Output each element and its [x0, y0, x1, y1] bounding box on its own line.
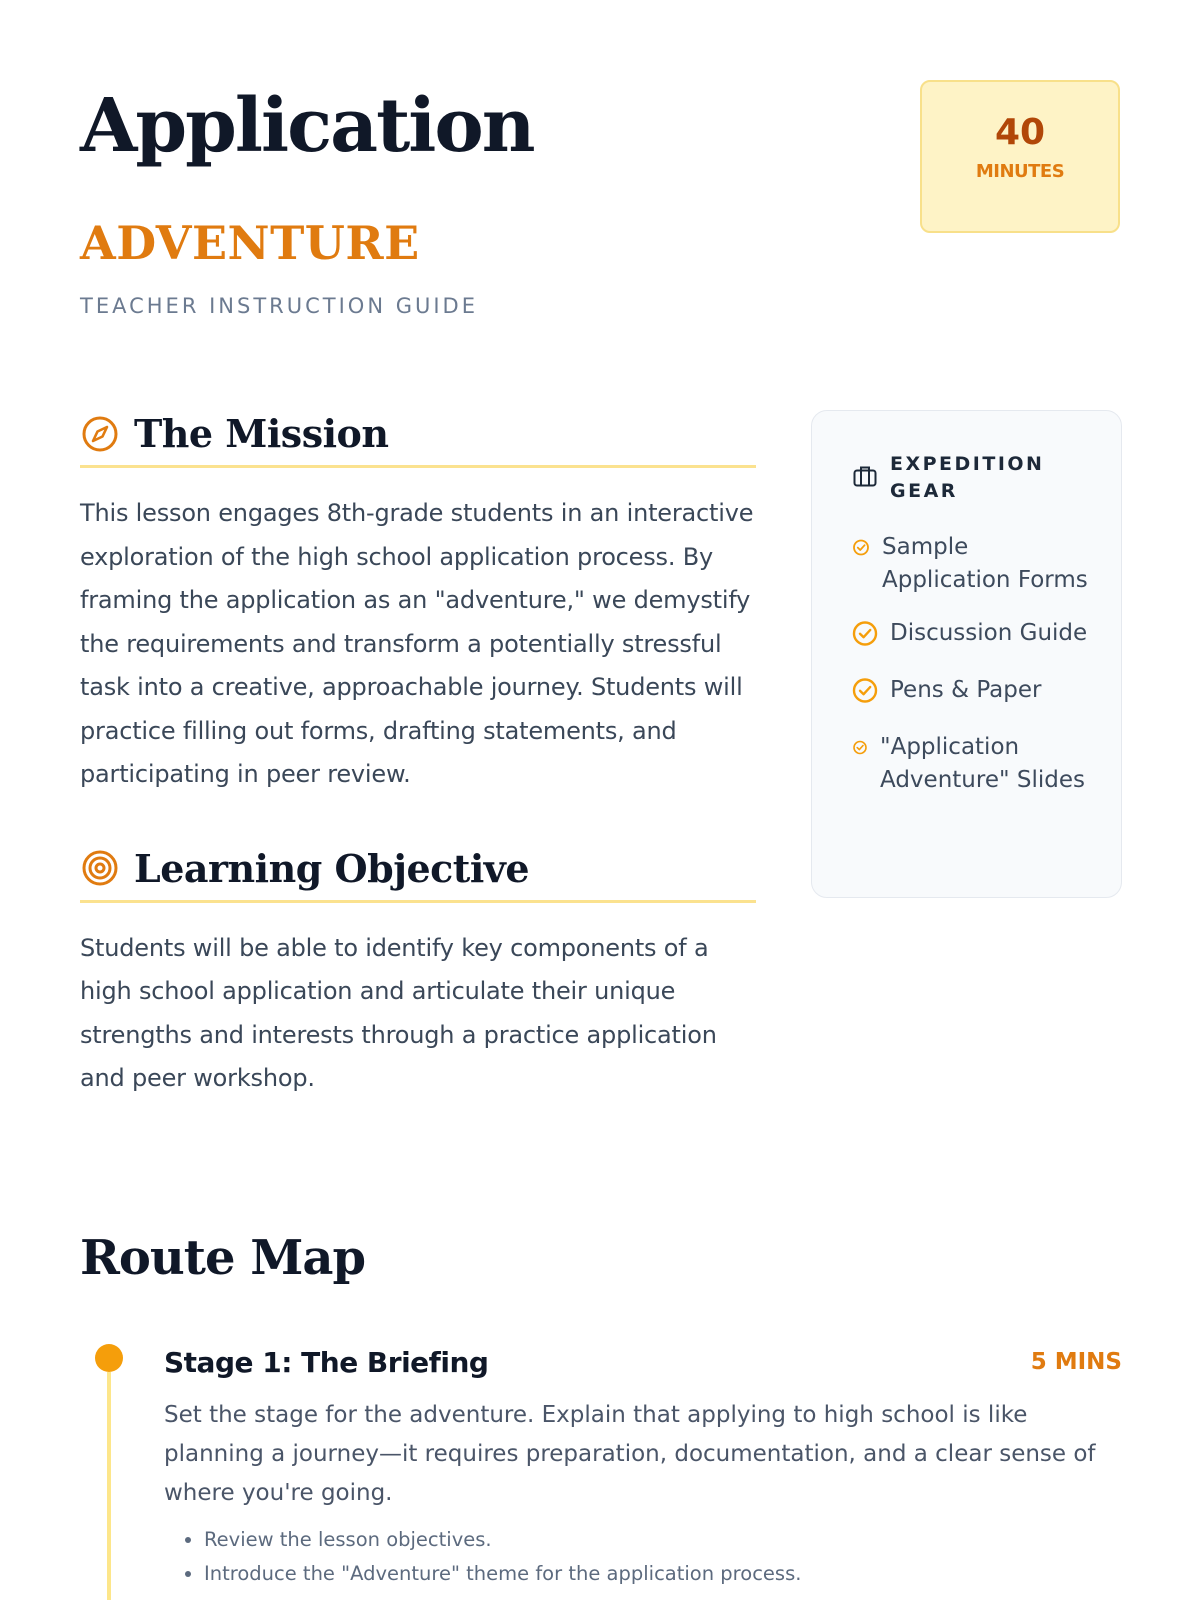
gear-item — [852, 731, 1091, 797]
gear-item-label: Sample Application Forms — [882, 534, 1088, 593]
mission-body: This lesson engages 8th-grade students in an interactive exploration of the high school application process. By framing the application as an "adventure," we demystify the requirements and transform a potentially stressful task into a creative, approachable journey. Students will practice filling out forms, drafting statements, and participating in peer review. — [80, 499, 754, 788]
check-circle-icon — [852, 674, 878, 711]
timeline-dot — [95, 1344, 123, 1372]
gear-item-label: "Application Adventure" Slides — [880, 734, 1085, 793]
stage-points — [204, 1523, 1122, 1591]
compass-icon — [80, 414, 120, 454]
route-map-heading: Route Map — [80, 1230, 366, 1286]
duration-unit: MINUTES — [975, 161, 1065, 182]
gear-title: EXPEDITION GEAR — [890, 453, 1045, 502]
header — [80, 80, 1120, 340]
check-circle-icon — [852, 617, 878, 654]
stage-point: • Review the lesson objectives. — [204, 1523, 1122, 1557]
stage-name: Stage 1: The Briefing — [164, 1345, 489, 1379]
duration-value: 40 — [994, 112, 1046, 153]
gear-item — [852, 674, 1091, 711]
check-circle-icon — [852, 531, 870, 568]
briefcase-icon — [852, 463, 878, 489]
stage-1 — [80, 1344, 1122, 1591]
mission-section — [80, 402, 756, 797]
gear-item — [852, 531, 1091, 597]
gear-header — [852, 451, 1091, 505]
mission-header — [80, 402, 756, 468]
timeline-line — [107, 1372, 111, 1600]
stage-duration: 5 MINS — [1030, 1349, 1122, 1375]
page-subtitle: ADVENTURE — [80, 216, 420, 270]
objective-heading: Learning Objective — [134, 845, 530, 891]
mission-heading: The Mission — [134, 411, 389, 456]
stage-description: Set the stage for the adventure. Explain that applying to high school is like planning a journey—it requires preparation, documentation, and a clear sense of where you're going. — [164, 1402, 1096, 1506]
duration-badge — [920, 80, 1120, 233]
gear-item-label: Pens & Paper — [890, 677, 1042, 703]
stage-point: • Introduce the "Adventure" theme for the application process. — [204, 1557, 1122, 1591]
objective-section — [80, 837, 756, 1101]
guide-label: TEACHER INSTRUCTION GUIDE — [80, 294, 478, 318]
target-icon — [80, 848, 120, 888]
gear-list — [852, 531, 1091, 797]
objective-header — [80, 837, 756, 903]
expedition-gear-card — [811, 410, 1122, 898]
objective-body: Students will be able to identify key components of a high school application and articulate their unique strengths and interests through a practice application and peer workshop. — [80, 933, 717, 1092]
check-circle-icon — [852, 731, 868, 768]
page-title: Application — [80, 83, 534, 169]
stage-header — [164, 1344, 1122, 1380]
gear-item — [852, 617, 1091, 654]
gear-item-label: Discussion Guide — [890, 620, 1088, 646]
main-column — [80, 402, 756, 1101]
